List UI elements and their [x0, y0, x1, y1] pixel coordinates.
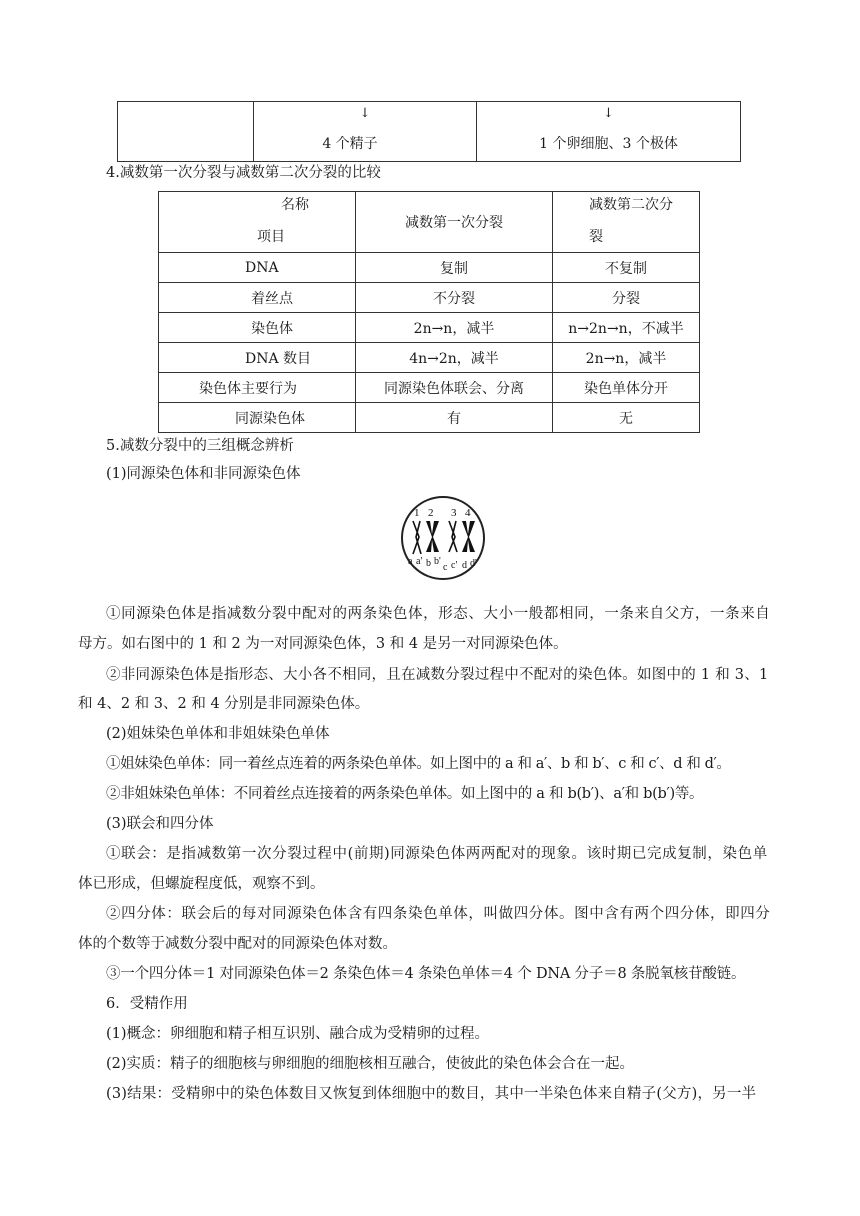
- top-continuation-table: [117, 101, 741, 162]
- chromatid-label: d': [470, 558, 477, 569]
- chromosome-number: 1: [414, 507, 420, 519]
- egg-cell: [477, 102, 741, 162]
- chromatid-label: c: [443, 562, 448, 573]
- chromatid-label: a: [408, 556, 413, 567]
- row-c1: 4n→2n，减半: [356, 343, 553, 373]
- chromatid-label: b: [426, 558, 431, 569]
- chromatid-label: c': [451, 560, 458, 571]
- chromosome-number: 4: [465, 507, 471, 519]
- fertilization-essence: (2)实质：精子的细胞核与卵细胞的细胞核相互融合，使彼此的染色体会合在一起。: [106, 1056, 635, 1072]
- chromosome-1: [413, 521, 421, 554]
- row-c1: 同源染色体联会、分离: [356, 373, 553, 403]
- paragraph-nonhomologous-1: ②非同源染色体是指形态、大小各不相同，且在减数分裂过程中不配对的染色体。如图中的 1 和 3、1: [106, 667, 769, 683]
- row-c2: 不复制: [553, 253, 700, 283]
- paragraph-homologous-2: 母方。如右图中的 1 和 2 为一对同源染色体，3 和 4 是另一对同源染色体。: [78, 636, 568, 652]
- chromosome-4: [462, 521, 475, 552]
- section5-sub1: (1)同源染色体和非同源染色体: [106, 466, 301, 482]
- section5-sub2: (2)姐妹染色单体和非姐妹染色单体: [106, 726, 330, 742]
- row-label: 着丝点: [159, 283, 356, 313]
- chromosome-2: [426, 521, 439, 552]
- down-arrow-icon: ↓: [359, 105, 371, 121]
- paragraph-nonsister: ②非姐妹染色单体：不同着丝点连接着的两条染色单体。如上图中的 a 和 b(b′)、a′和 b(b′)等。: [106, 786, 704, 802]
- row-c2: 染色单体分开: [553, 373, 700, 403]
- chromatid-label: b': [434, 556, 441, 567]
- paragraph-nonhomologous-2: 和 4、2 和 3、2 和 4 分别是非同源染色体。: [78, 696, 370, 712]
- row-c2: 2n→n，减半: [553, 343, 700, 373]
- paragraph-tetrad-2: 体的个数等于减数分裂中配对的同源染色体对数。: [78, 936, 397, 952]
- header-corner: [159, 192, 356, 253]
- sperm-cell: [254, 102, 477, 162]
- paragraph-tetrad-equation: ③一个四分体＝1 对同源染色体＝2 条染色体＝4 条染色单体＝4 个 DNA 分子＝8 条脱氧核苷酸链。: [106, 966, 746, 982]
- row-label: 染色体主要行为: [159, 373, 356, 403]
- chromosome-diagram: [396, 494, 492, 582]
- egg-result: 1 个卵细胞、3 个极体: [539, 135, 678, 152]
- down-arrow-icon: ↓: [603, 105, 614, 121]
- paragraph-homologous-1: ①同源染色体是指减数分裂中配对的两条染色体，形态、大小一般都相同，一条来自父方，一条来自: [106, 606, 771, 622]
- row-label: DNA 数目: [159, 343, 356, 373]
- paragraph-synapsis-1: ①联会：是指减数第一次分裂过程中(前期)同源染色体两两配对的现象。该时期已完成复制，染色单: [106, 846, 768, 862]
- chromatid-label: d: [462, 560, 467, 571]
- section4-heading: 4.减数第一次分裂与减数第二次分裂的比较: [106, 165, 381, 181]
- fertilization-concept: (1)概念：卵细胞和精子相互识别、融合成为受精卵的过程。: [106, 1026, 490, 1042]
- fertilization-result: (3)结果：受精卵中的染色体数目又恢复到体细胞中的数目，其中一半染色体来自精子(父方)，另一半: [106, 1086, 757, 1102]
- row-c1: 有: [356, 403, 553, 433]
- chromosome-3: [449, 521, 457, 552]
- row-c2: n→2n→n，不减半: [553, 313, 700, 343]
- sperm-result: 4 个精子: [322, 135, 378, 152]
- comparison-table: [158, 191, 700, 433]
- row-c2: 分裂: [553, 283, 700, 313]
- row-label: DNA: [159, 253, 356, 283]
- row-c2: 无: [553, 403, 700, 433]
- paragraph-synapsis-2: 体已形成，但螺旋程度低，观察不到。: [78, 876, 325, 892]
- chromatid-label: a': [416, 556, 423, 567]
- empty-cell: [118, 102, 254, 162]
- paragraph-tetrad-1: ②四分体：联会后的每对同源染色体含有四条染色单体，叫做四分体。图中含有两个四分体，即四分: [106, 906, 771, 922]
- paragraph-sister: ①姐妹染色单体：同一着丝点连着的两条染色单体。如上图中的 a 和 a′、b 和 b′、c 和 c′、d 和 d′。: [106, 756, 731, 772]
- section5-sub3: (3)联会和四分体: [106, 816, 214, 832]
- row-c1: 2n→n，减半: [356, 313, 553, 343]
- chromosome-number: 2: [428, 507, 434, 519]
- row-c1: 不分裂: [356, 283, 553, 313]
- header-col2: 减数第二次分 裂: [553, 192, 700, 253]
- chromosome-number: 3: [451, 507, 457, 519]
- row-label: 同源染色体: [159, 403, 356, 433]
- header-item: 项目: [257, 229, 285, 245]
- section5-heading: 5.减数分裂中的三组概念辨析: [106, 438, 294, 454]
- header-col1: 减数第一次分裂: [356, 192, 553, 253]
- header-name: 名称: [281, 197, 309, 213]
- row-label: 染色体: [159, 313, 356, 343]
- row-c1: 复制: [356, 253, 553, 283]
- section6-heading: 6．受精作用: [106, 996, 188, 1012]
